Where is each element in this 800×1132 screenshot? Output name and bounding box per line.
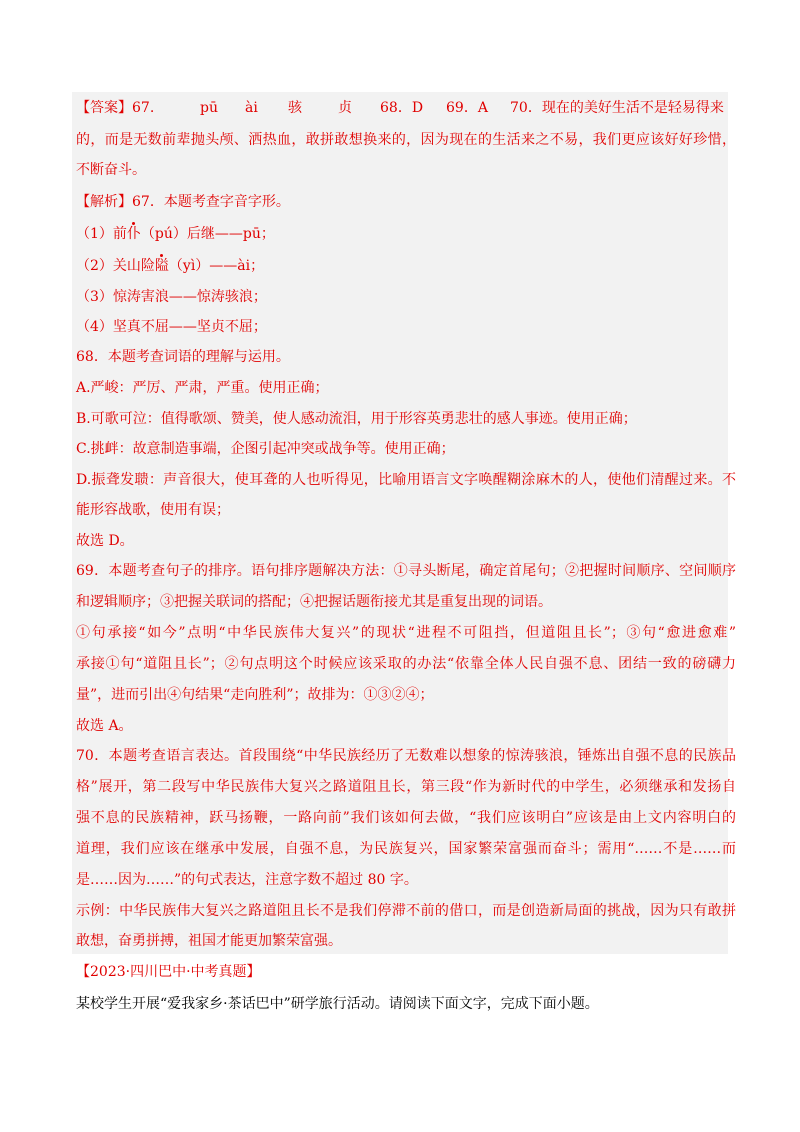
answer-70-start: 70．现在的美好生活不是轻易得来 (510, 100, 724, 116)
analysis-item-4: （4）坚真不屈——坚贞不屈； (76, 319, 267, 335)
q69-line-4: 承接①句“道阻且长”；②句点明这个时候应该采取的办法“依靠全体人民自强不息、团结一致的磅礴力 (76, 656, 736, 672)
q69-line-1: 69．本题考查句子的排序。语句排序题解决方法：①寻头断尾，确定首尾句；②把握时间顺序、空间顺序 (76, 563, 736, 579)
q68-option-d-2: 能形容战歌，使用有误； (76, 502, 230, 518)
answer-line-3: 不断奋斗。 (76, 162, 146, 178)
char-hai: 骇 (288, 100, 302, 116)
q70-example-1: 示例：中华民族伟大复兴之路道阻且长不是我们停滞不前的借口，而是创造新局面的挑战，因为只有敢拼 (76, 903, 736, 919)
answer-68: 68．D (380, 100, 424, 116)
q68-answer: 故选 D。 (76, 533, 134, 549)
pinyin-pu: pū (200, 100, 218, 116)
q70-example-2: 敢想，奋勇拼搏，祖国才能更加繁荣富强。 (76, 933, 342, 949)
q68-option-a: A.严峻：严厉、严肃，严重。使用正确； (76, 380, 329, 396)
next-section-tag: 【2023·四川巴中·中考真题】 (76, 964, 261, 980)
q69-line-3: ①句承接“如今”点明“中华民族伟大复兴”的现状“进程不可阻挡，但道阻且长”；③句“愈进愈难” (76, 625, 736, 641)
q69-line-5: 量”，进而引出④句结果“走向胜利”；故排为：①③②④； (76, 687, 434, 703)
analysis-header: 【解析】67．本题考查字音字形。 (76, 194, 290, 210)
q69-line-2: 和逻辑顺序；③把握关联词的搭配；④把握话题衔接尤其是重复出现的词语。 (76, 594, 552, 610)
q68-option-b: B.可歌可泣：值得歌颂、赞美，使人感动流泪，用于形容英勇悲壮的感人事迹。使用正确； (76, 411, 637, 427)
answer-line-2: 的，而是无数前辈抛头颅、洒热血，敢拼敢想换来的，因为现在的生活来之不易，我们更应该好好珍惜， (76, 132, 736, 148)
q68-option-c: C.挑衅：故意制造事端，企图引起冲突或战争等。使用正确； (76, 441, 455, 457)
q68-title: 68．本题考查词语的理解与运用。 (76, 349, 290, 365)
dotted-char-pu: 仆 (126, 226, 141, 242)
q68-option-d-1: D.振聋发聩：声音很大，使耳聋的人也听得见，比喻用语言文字唤醒糊涂麻木的人，使他们清醒过来。不 (76, 472, 736, 488)
next-section-intro: 某校学生开展“爱我家乡·茶话巴中”研学旅行活动。请阅读下面文字，完成下面小题。 (76, 996, 599, 1012)
analysis-item-3: （3）惊涛害浪——惊涛骇浪； (76, 289, 267, 305)
dotted-char-ai: 隘 (154, 258, 169, 274)
q70-line-1: 70．本题考查语言表达。首段围绕“中华民族经历了无数难以想象的惊涛骇浪，锤炼出自强不息的民族品 (76, 748, 736, 764)
q70-line-5: 是……因为……”的句式表达，注意字数不超过 80 字。 (76, 872, 418, 888)
q69-answer: 故选 A。 (76, 718, 133, 734)
q70-line-2: 格”展开，第二段写中华民族伟大复兴之路道阻且长，第三段“作为新时代的中学生，必须继承和发扬自 (76, 779, 736, 795)
pinyin-ai: ài (245, 100, 258, 116)
char-zhen: 贞 (338, 100, 352, 116)
answer-label: 【答案】67. (76, 100, 155, 116)
answer-69: 69．A (446, 100, 488, 116)
q70-line-3: 强不息的民族精神，跃马扬鞭，一路向前”我们该如何去做，“我们应该明白”应该是由上文内容明白的 (76, 810, 736, 826)
analysis-item-2: （2）关山险隘（yì）——ài； (76, 258, 265, 274)
q70-line-4: 道理，我们应该在继承中发展，自强不息，为民族复兴，国家繁荣富强而奋斗；需用“……不是……而 (76, 841, 736, 857)
analysis-item-1: （1）前仆（pú）后继——pū； (76, 226, 275, 242)
